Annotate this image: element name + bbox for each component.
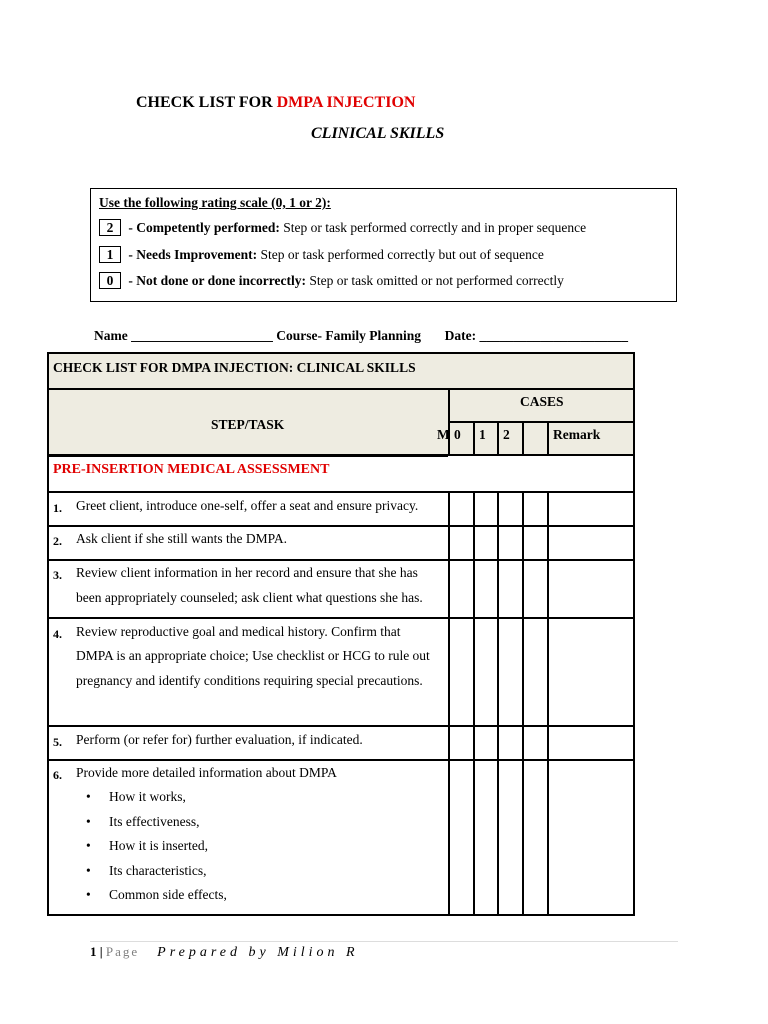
row-text: Ask client if she still wants the DMPA. (76, 531, 287, 546)
rating-item-0 (99, 272, 564, 289)
row-text: Greet client, introduce one-self, offer a seat and ensure privacy. (76, 498, 419, 513)
col-m: M (437, 427, 450, 442)
divider (449, 421, 633, 423)
row-number: 5. (53, 735, 62, 749)
bullet-text: How it works, (109, 789, 186, 804)
row-text: been appropriately counseled; ask client what questions she has. (76, 590, 423, 605)
prepared-by: Prepared by Milion R (157, 945, 359, 960)
col-0: 0 (454, 427, 461, 442)
rating-value: 0 (99, 272, 121, 289)
row-number: 4. (53, 627, 62, 641)
name-course-date-line: Name _____________________ Course- Family Planning Date: ______________________ (94, 328, 628, 343)
col-remark: Remark (553, 427, 601, 442)
divider (49, 388, 633, 390)
section-row-bg (448, 456, 633, 491)
bullet-text: How it is inserted, (109, 838, 208, 853)
document-title (136, 94, 415, 112)
section-heading: PRE-INSERTION MEDICAL ASSESSMENT (53, 462, 330, 477)
rating-item-2 (99, 219, 586, 236)
rating-item-1 (99, 246, 544, 263)
col-2: 2 (503, 427, 510, 442)
divider (473, 491, 475, 914)
row-number: 3. (53, 568, 62, 582)
list-item (89, 789, 186, 805)
rating-desc: Step or task omitted or not performed correctly (305, 273, 564, 288)
step-task-header: STEP/TASK (211, 417, 285, 432)
divider (547, 421, 549, 456)
rating-label: - Competently performed: (125, 220, 280, 235)
rating-desc: Step or task performed correctly and in proper sequence (279, 220, 587, 235)
title-prefix: CHECK LIST FOR (136, 94, 277, 111)
col-1: 1 (479, 427, 486, 442)
row-number: 2. (53, 534, 62, 548)
page-separator: | (96, 944, 106, 959)
row-text: Review client information in her record and ensure that she has (76, 565, 418, 580)
rating-scale-header: Use the following rating scale (0, 1 or 2): (99, 195, 331, 210)
rating-value: 2 (99, 219, 121, 236)
divider (49, 617, 633, 619)
divider (547, 491, 549, 914)
list-item (89, 887, 227, 903)
divider (49, 559, 633, 561)
divider (49, 525, 633, 527)
rating-desc: Step or task performed correctly but out of sequence (257, 247, 544, 262)
checklist-table (47, 352, 635, 916)
divider (522, 421, 524, 456)
table-title: CHECK LIST FOR DMPA INJECTION: CLINICAL SKILLS (53, 360, 416, 375)
bullet-text: Common side effects, (109, 887, 227, 902)
cases-header: CASES (520, 394, 564, 409)
row-number: 6. (53, 768, 62, 782)
row-text: Perform (or refer for) further evaluation, if indicated. (76, 732, 363, 747)
bullet-text: Its characteristics, (109, 863, 207, 878)
divider (49, 759, 633, 761)
bullet-text: Its effectiveness, (109, 814, 200, 829)
title-highlight: DMPA INJECTION (276, 94, 416, 111)
divider (49, 491, 633, 493)
divider (49, 725, 633, 727)
divider (497, 421, 499, 456)
divider (473, 421, 475, 456)
divider (497, 491, 499, 914)
page-word: Page (105, 944, 140, 959)
divider (522, 491, 524, 914)
page-number: 1 (90, 944, 97, 959)
row-text: Review reproductive goal and medical history. Confirm that (76, 624, 401, 639)
rating-scale-box (90, 188, 677, 302)
row-text: Provide more detailed information about DMPA (76, 765, 337, 780)
list-item (89, 814, 199, 830)
list-item (89, 838, 208, 854)
list-item (89, 863, 206, 879)
row-text: pregnancy and identify conditions requiring special precautions. (76, 673, 423, 688)
rating-label: - Not done or done incorrectly: (125, 273, 306, 288)
page-footer (90, 941, 678, 961)
rating-label: - Needs Improvement: (125, 247, 258, 262)
row-text: DMPA is an appropriate choice; Use checklist or HCG to rule out (76, 648, 430, 663)
row-number: 1. (53, 501, 62, 515)
document-subtitle: CLINICAL SKILLS (311, 125, 445, 142)
rating-value: 1 (99, 246, 121, 263)
